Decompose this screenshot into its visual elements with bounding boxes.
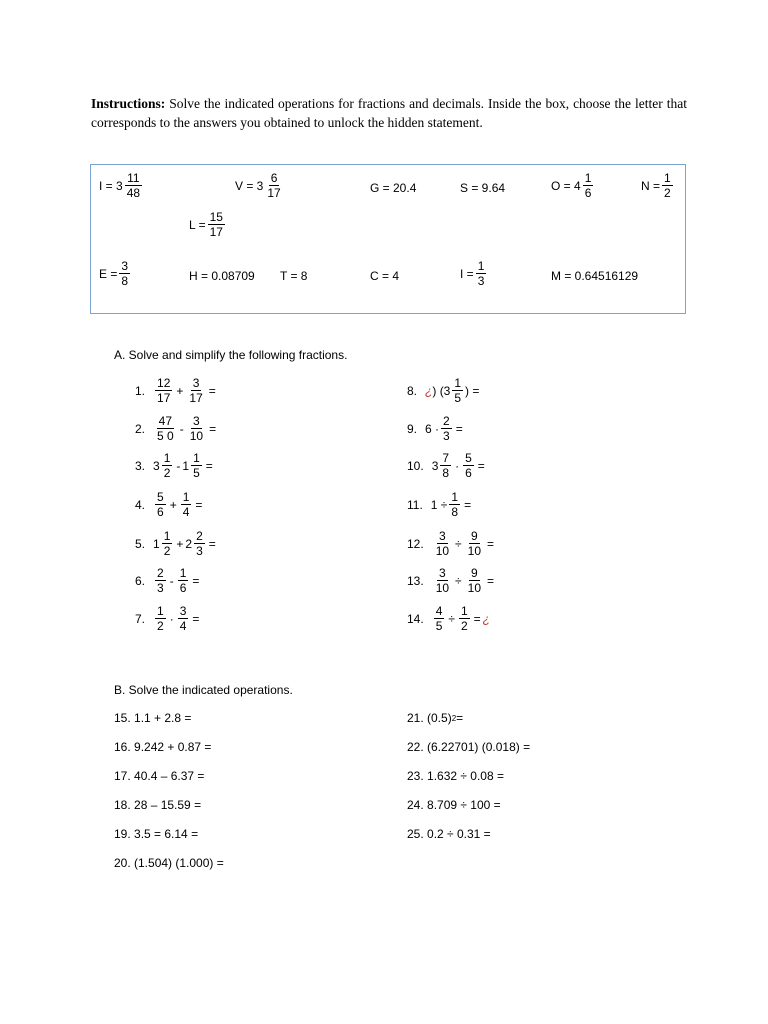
problem-14: 14. $\frac{4}{5}$ ÷ $\frac{1}{2}$ = ¿ bbox=[407, 604, 491, 633]
problem-12: 12. $\frac{3}{10}$ ÷ $\frac{9}{10}$ = bbox=[407, 529, 495, 558]
fraction: $\frac{1}{6}$ bbox=[584, 171, 592, 200]
fraction: $\frac{1}{3}$ bbox=[477, 259, 485, 288]
problem-5: 5. 1 $\frac{1}{2}$ + 2 $\frac{2}{3}$ = bbox=[135, 529, 216, 558]
instructions-text: Solve the indicated operations for fractions and decimals. Inside the box, choose the letter that corresponds to the answers you obtained to unlock the hidden statement. bbox=[91, 96, 687, 130]
problem-11: 11. 1 ÷ $\frac{1}{8}$ = bbox=[407, 490, 472, 519]
fraction: $\frac{6}{17}$ bbox=[267, 171, 281, 200]
problem-8: 8. ¿ ) (3 $\frac{1}{5}$ ) = bbox=[407, 376, 480, 405]
problem-21: 21. (0.5) 2 = bbox=[407, 711, 464, 725]
problem-13: 13. $\frac{3}{10}$ ÷ $\frac{9}{10}$ = bbox=[407, 566, 495, 595]
key-h: H = 0.08709 bbox=[189, 269, 255, 283]
problem-18: 18. 28 – 15.59 = bbox=[114, 798, 202, 812]
key-e: E = $\frac{3}{8}$ bbox=[99, 259, 129, 288]
problem-1: 1. $\frac{12}{17}$ + $\frac{3}{17}$ = bbox=[135, 376, 216, 405]
key-o: O = 4 $\frac{1}{6}$ bbox=[551, 171, 592, 200]
key-i-1: I = 3 $\frac{11}{48}$ bbox=[99, 171, 141, 200]
instructions-label: Instructions: bbox=[91, 96, 166, 111]
problem-17: 17. 40.4 – 6.37 = bbox=[114, 769, 205, 783]
fraction: $\frac{1}{2}$ bbox=[664, 171, 671, 200]
section-b-title: B. Solve the indicated operations. bbox=[114, 683, 293, 697]
key-s: S = 9.64 bbox=[460, 181, 506, 195]
problem-16: 16. 9.242 + 0.87 = bbox=[114, 740, 212, 754]
problem-2: 2. $\frac{47}{5 0}$ - $\frac{3}{10}$ = bbox=[135, 414, 217, 443]
problem-25: 25. 0.2 ÷ 0.31 = bbox=[407, 827, 491, 841]
instructions-paragraph bbox=[91, 94, 687, 132]
section-a-title: A. Solve and simplify the following fractions. bbox=[114, 348, 348, 362]
key-g: G = 20.4 bbox=[370, 181, 417, 195]
problem-20: 20. (1.504) (1.000) = bbox=[114, 856, 224, 870]
problem-24: 24. 8.709 ÷ 100 = bbox=[407, 798, 501, 812]
problem-15: 15. 1.1 + 2.8 = bbox=[114, 711, 192, 725]
problem-4: 4. $\frac{5}{6}$ + $\frac{1}{4}$ = bbox=[135, 490, 203, 519]
problem-10: 10. 3 $\frac{7}{8}$ · $\frac{5}{6}$ = bbox=[407, 451, 485, 480]
key-t: T = 8 bbox=[280, 269, 308, 283]
key-c: C = 4 bbox=[370, 269, 400, 283]
key-n: N = $\frac{1}{2}$ bbox=[641, 171, 671, 200]
problem-9: 9. 6 · $\frac{2}{3}$ = bbox=[407, 414, 463, 443]
fraction: $\frac{3}{8}$ bbox=[121, 259, 129, 288]
problem-7: 7. $\frac{1}{2}$ · $\frac{3}{4}$ = bbox=[135, 604, 200, 633]
problem-3: 3. 3 $\frac{1}{2}$ - 1 $\frac{1}{5}$ = bbox=[135, 451, 213, 480]
key-v: V = 3 $\frac{6}{17}$ bbox=[235, 171, 281, 200]
key-l: L = $\frac{15}{17}$ bbox=[189, 210, 223, 239]
problem-22: 22. (6.22701) (0.018) = bbox=[407, 740, 531, 754]
key-i-2: I = $\frac{1}{3}$ bbox=[460, 259, 485, 288]
fraction: $\frac{11}{48}$ bbox=[126, 171, 141, 200]
problem-6: 6. $\frac{2}{3}$ - $\frac{1}{6}$ = bbox=[135, 566, 200, 595]
fraction: $\frac{15}{17}$ bbox=[209, 210, 223, 239]
key-m: M = 0.64516129 bbox=[551, 269, 639, 283]
problem-19: 19. 3.5 = 6.14 = bbox=[114, 827, 199, 841]
problem-23: 23. 1.632 ÷ 0.08 = bbox=[407, 769, 504, 783]
